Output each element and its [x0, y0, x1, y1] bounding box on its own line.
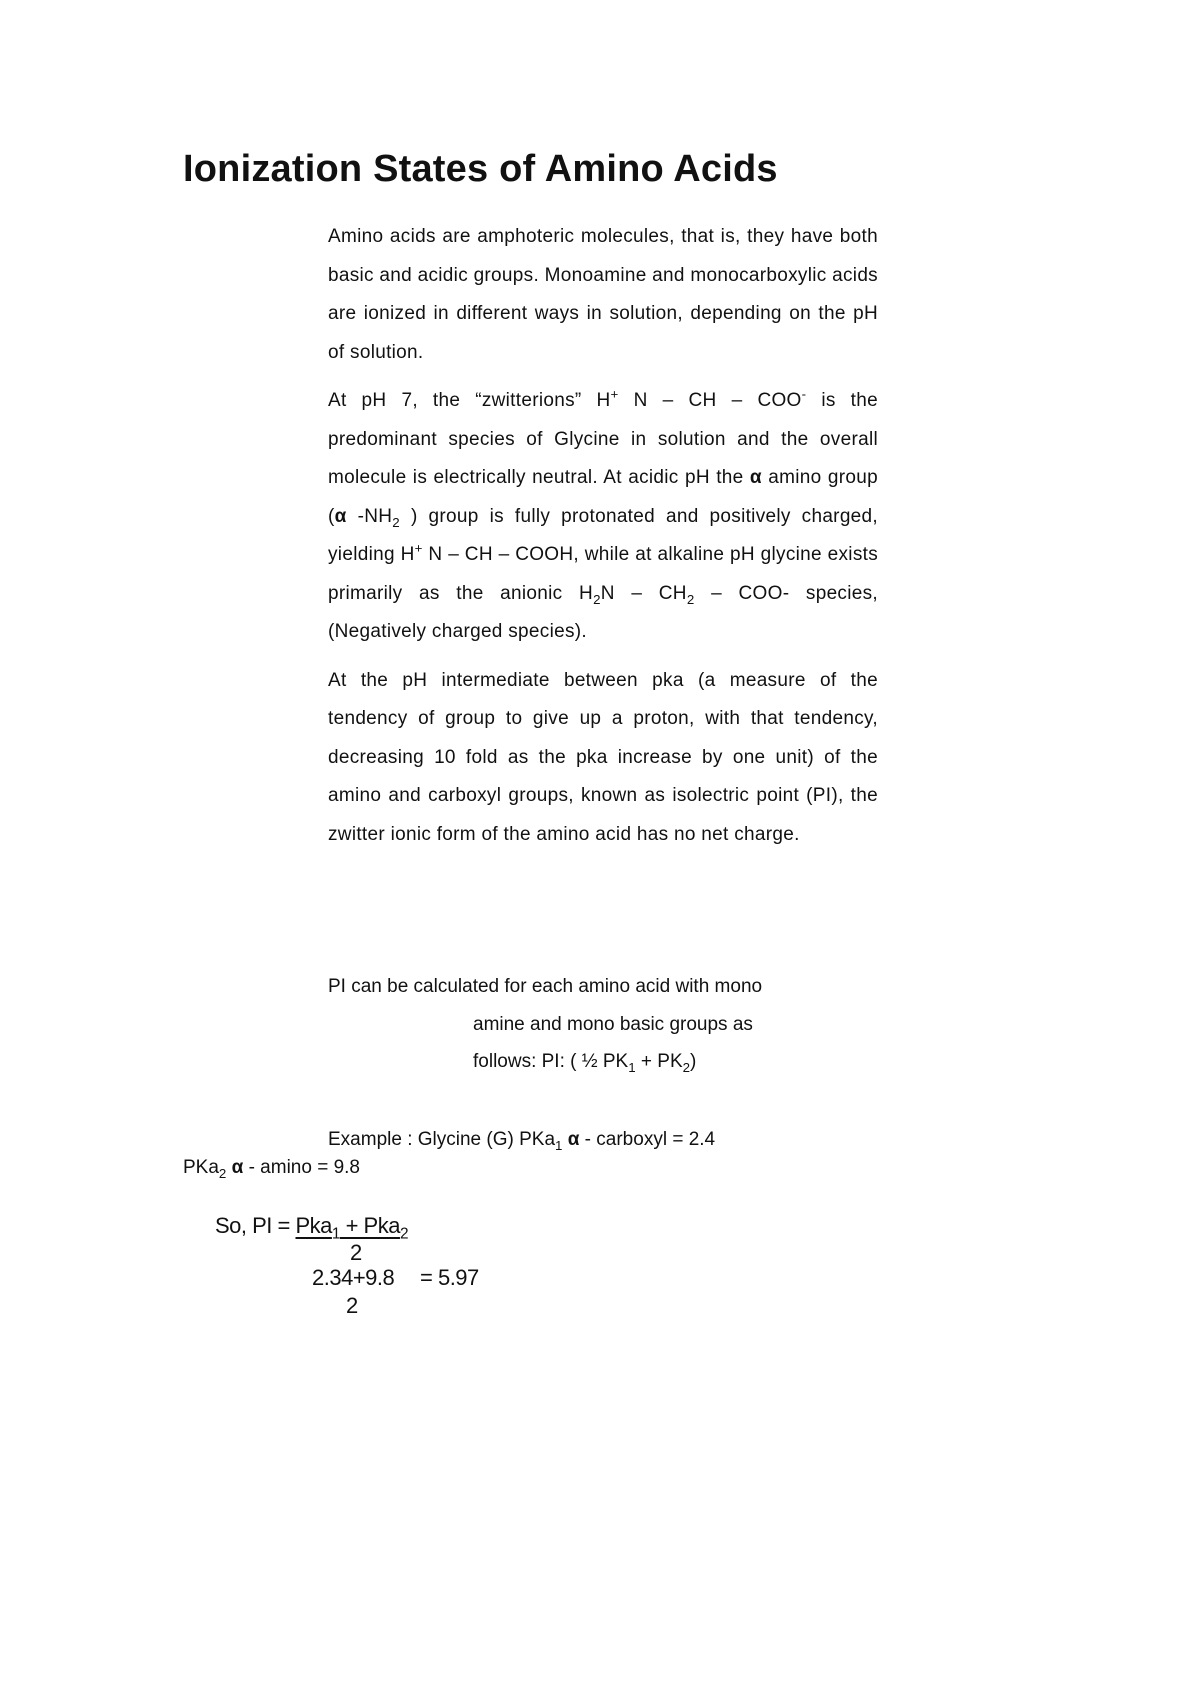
text-run: Pka [295, 1213, 332, 1238]
equation-prefix: So, PI = [215, 1213, 296, 1238]
text-run: Example : Glycine (G) PKa [328, 1129, 556, 1150]
text-run: N – CH – COOH, while at alkaline pH glycine exists primarily as the anionic H [328, 544, 879, 604]
alpha-symbol: α [334, 505, 347, 527]
alpha-symbol: α [231, 1157, 244, 1178]
text-run: amino group ( [328, 467, 878, 527]
text-run: – COO- species, (Negatively charged species). [328, 582, 878, 642]
text-run: + Pka [339, 1213, 400, 1238]
subscript-2: 2 [218, 1165, 227, 1181]
text-run: At pH 7, the “zwitterions” H [328, 390, 611, 411]
body-column [328, 218, 878, 864]
subscript-2: 2 [392, 514, 400, 530]
pi-intro-line: PI can be calculated for each amino acid with mono [328, 976, 763, 997]
pi-equation [215, 1212, 409, 1243]
text-run: N – CH [600, 582, 687, 604]
superscript-plus: + [610, 386, 619, 402]
paragraph-isoelectric: At the pH intermediate between pka (a measure of the tendency of group to give up a proton, with that tendency, decreasing 10 fold as the pka increase by one unit) of the amino and carboxyl groups, known as isolectric point (PI), the zwitter ionic form of the amino acid has no net charge. [328, 669, 878, 845]
subscript-2: 2 [399, 1225, 409, 1243]
subscript-2: 2 [682, 1059, 691, 1075]
text-run: N – CH – COO [618, 390, 802, 411]
pi-line-2: amine and mono basic groups as [473, 1014, 753, 1035]
subscript-1: 1 [628, 1059, 636, 1075]
text-run: follows: PI: ( ½ PK [473, 1051, 629, 1072]
example-line-2 [183, 1155, 360, 1181]
alpha-symbol: α [567, 1129, 580, 1150]
text-run: is the predominant species of Glycine in solution and the overall molecule is electrically neutral. At acidic pH the [328, 390, 878, 488]
pi-formula-line [473, 1043, 696, 1081]
equation-result: = 5.97 [420, 1265, 479, 1290]
equation-denominator: 2 [350, 1240, 362, 1265]
text-run: + PK [635, 1051, 683, 1072]
equation-numerator [295, 1213, 409, 1243]
text-run: - amino = 9.8 [243, 1157, 360, 1178]
text-run: ) group is fully protonated and positively charged, yielding H [328, 505, 878, 565]
text-run: ) [690, 1051, 697, 1072]
page-title: Ionization States of Amino Acids [183, 148, 778, 190]
paragraph-zwitterions [328, 382, 878, 652]
subscript-2: 2 [593, 591, 601, 607]
example-line-1 [328, 1127, 715, 1153]
equation-denominator-2: 2 [346, 1293, 358, 1318]
text-run: -NH [346, 505, 393, 527]
equation-substituted: 2.34+9.8 [312, 1265, 395, 1290]
subscript-2: 2 [686, 591, 695, 607]
alpha-symbol: α [749, 467, 762, 488]
subscript-1: 1 [331, 1225, 340, 1243]
superscript-minus: - [801, 386, 807, 402]
superscript-plus: + [414, 540, 423, 556]
text-run: PKa [183, 1157, 219, 1178]
subscript-1: 1 [555, 1137, 563, 1153]
paragraph-amphoteric: Amino acids are amphoteric molecules, that is, they have both basic and acidic groups. Monoamine and monocarboxylic acids are ionized in different ways in solution, depending on the pH of solution. [328, 226, 878, 363]
text-run: - carboxyl = 2.4 [579, 1129, 716, 1150]
